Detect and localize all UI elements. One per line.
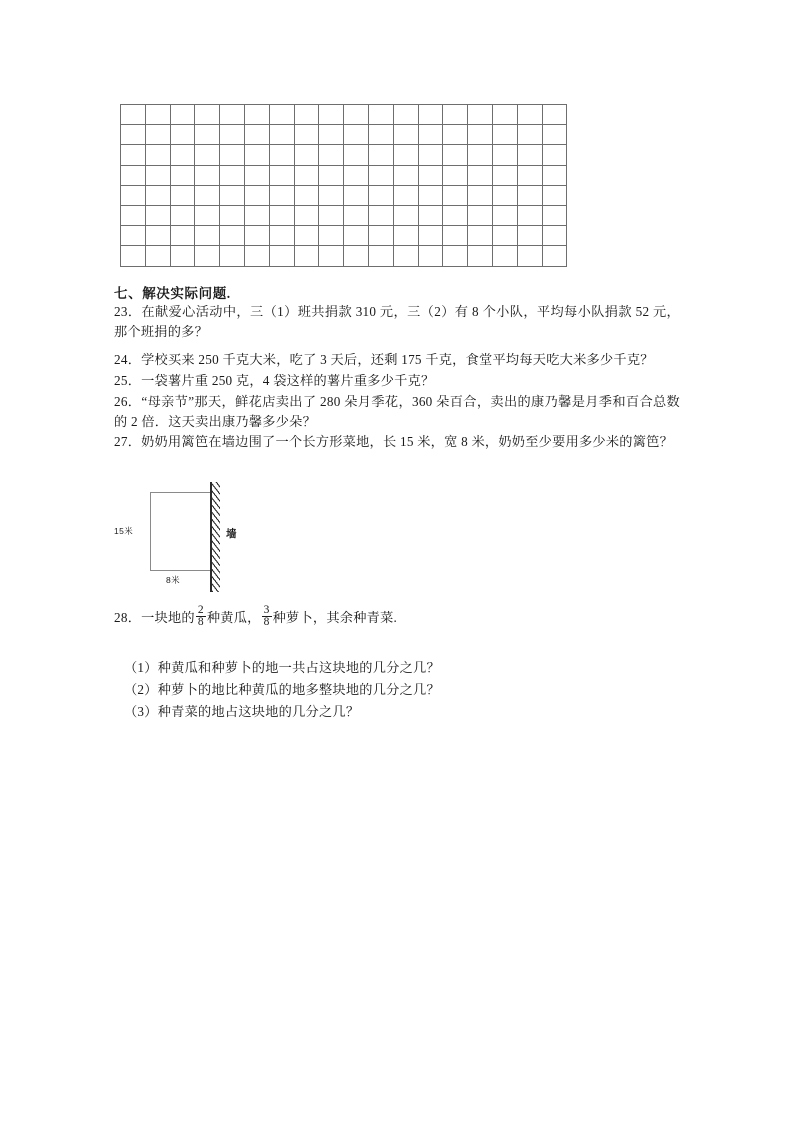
- answer-grid-cell[interactable]: [195, 105, 220, 125]
- answer-grid-cell[interactable]: [170, 185, 195, 205]
- answer-grid-cell[interactable]: [319, 185, 344, 205]
- answer-grid-cell[interactable]: [517, 145, 542, 165]
- answer-grid-cell[interactable]: [368, 145, 393, 165]
- answer-grid-cell[interactable]: [170, 165, 195, 185]
- answer-grid-cell[interactable]: [344, 205, 369, 225]
- answer-grid-cell[interactable]: [269, 105, 294, 125]
- question-25: 25．一袋薯片重 250 克，4 袋这样的薯片重多少千克？: [114, 373, 435, 388]
- answer-grid-cell[interactable]: [244, 125, 269, 145]
- answer-grid-row: [121, 246, 567, 266]
- fraction-denominator: 8: [263, 616, 270, 629]
- answer-grid-cell[interactable]: [393, 165, 418, 185]
- answer-grid-cell[interactable]: [418, 205, 443, 225]
- answer-grid-cell[interactable]: [244, 165, 269, 185]
- answer-grid-cell[interactable]: [468, 185, 493, 205]
- answer-grid-table: [120, 104, 567, 267]
- answer-grid-cell[interactable]: [145, 105, 170, 125]
- fraction-three-eighths: [262, 605, 272, 629]
- answer-grid-row: [121, 205, 567, 225]
- answer-grid-cell[interactable]: [294, 246, 319, 266]
- answer-grid-cell[interactable]: [344, 165, 369, 185]
- question-28-sub-2: （2）种萝卜的地比种黄瓜的地多整块地的几分之几？: [124, 682, 440, 697]
- answer-grid-cell[interactable]: [418, 246, 443, 266]
- answer-grid-cell[interactable]: [195, 125, 220, 145]
- answer-grid-cell[interactable]: [542, 105, 567, 125]
- answer-grid-cell[interactable]: [443, 105, 468, 125]
- answer-grid-cell[interactable]: [368, 226, 393, 246]
- answer-grid-cell[interactable]: [319, 145, 344, 165]
- answer-grid-cell[interactable]: [468, 105, 493, 125]
- answer-grid-cell[interactable]: [517, 226, 542, 246]
- answer-grid-cell[interactable]: [269, 165, 294, 185]
- answer-grid-cell[interactable]: [195, 226, 220, 246]
- answer-grid-cell[interactable]: [269, 185, 294, 205]
- answer-grid-cell[interactable]: [220, 105, 245, 125]
- answer-grid-cell[interactable]: [443, 145, 468, 165]
- answer-grid-cell[interactable]: [517, 185, 542, 205]
- answer-grid-cell[interactable]: [319, 205, 344, 225]
- answer-grid-cell[interactable]: [269, 205, 294, 225]
- answer-grid-cell[interactable]: [344, 125, 369, 145]
- answer-grid-cell[interactable]: [344, 246, 369, 266]
- fraction-two-eighths: [196, 605, 206, 629]
- answer-grid-cell[interactable]: [393, 246, 418, 266]
- question-28-lead: 28．一块地的: [114, 609, 195, 625]
- answer-grid-cell[interactable]: [443, 185, 468, 205]
- answer-grid-cell[interactable]: [418, 185, 443, 205]
- answer-grid-cell[interactable]: [492, 205, 517, 225]
- answer-grid-cell[interactable]: [220, 165, 245, 185]
- answer-grid-cell[interactable]: [368, 185, 393, 205]
- answer-grid-cell[interactable]: [517, 105, 542, 125]
- question-28-sub-1: （1）种黄瓜和种萝卜的地一共占这块地的几分之几？: [124, 660, 440, 675]
- answer-grid-cell[interactable]: [344, 185, 369, 205]
- answer-grid-cell[interactable]: [145, 125, 170, 145]
- answer-grid-cell[interactable]: [344, 145, 369, 165]
- answer-grid-cell[interactable]: [319, 165, 344, 185]
- answer-grid-cell[interactable]: [294, 105, 319, 125]
- answer-grid-cell[interactable]: [418, 105, 443, 125]
- answer-grid-cell[interactable]: [170, 125, 195, 145]
- answer-grid-cell[interactable]: [542, 125, 567, 145]
- answer-grid-cell[interactable]: [517, 165, 542, 185]
- answer-grid-row: [121, 105, 567, 125]
- answer-grid-cell[interactable]: [418, 165, 443, 185]
- question-27: 27．奶奶用篱笆在墙边围了一个长方形菜地，长 15 米，宽 8 米，奶奶至少要用多少米的篱笆？: [114, 434, 674, 449]
- answer-grid-cell[interactable]: [492, 105, 517, 125]
- answer-grid-cell[interactable]: [195, 145, 220, 165]
- answer-grid-row: [121, 165, 567, 185]
- question-28-mid: 种黄瓜，: [206, 609, 261, 625]
- answer-grid-cell[interactable]: [294, 185, 319, 205]
- question-24: 24．学校买来 250 千克大米，吃了 3 天后，还剩 175 千克，食堂平均每天吃大米多少千克？: [114, 352, 654, 367]
- answer-grid-cell[interactable]: [294, 165, 319, 185]
- answer-grid-cell[interactable]: [418, 226, 443, 246]
- answer-grid-cell[interactable]: [443, 165, 468, 185]
- answer-grid-cell[interactable]: [492, 185, 517, 205]
- answer-grid-cell[interactable]: [542, 205, 567, 225]
- question-26: 26．“母亲节”那天，鲜花店卖出了 280 朵月季花，360 朵百合，卖出的康乃馨是月季和百合总数的 2 倍．这天卖出康乃馨多少朵？: [114, 394, 680, 429]
- answer-grid-cell[interactable]: [393, 185, 418, 205]
- answer-grid-cell[interactable]: [443, 226, 468, 246]
- answer-grid-cell[interactable]: [244, 105, 269, 125]
- answer-grid-cell[interactable]: [195, 165, 220, 185]
- answer-grid-cell[interactable]: [492, 125, 517, 145]
- answer-grid-cell[interactable]: [121, 205, 146, 225]
- answer-grid-cell[interactable]: [393, 105, 418, 125]
- answer-grid-cell[interactable]: [418, 145, 443, 165]
- answer-grid-cell[interactable]: [294, 125, 319, 145]
- question-28-sub-3: （3）种青菜的地占这块地的几分之几？: [124, 704, 360, 719]
- answer-grid-cell[interactable]: [294, 226, 319, 246]
- answer-grid-cell[interactable]: [145, 205, 170, 225]
- answer-grid-cell[interactable]: [195, 246, 220, 266]
- answer-grid-cell[interactable]: [542, 145, 567, 165]
- answer-grid-cell[interactable]: [220, 145, 245, 165]
- answer-grid-cell[interactable]: [294, 145, 319, 165]
- answer-grid-cell[interactable]: [244, 185, 269, 205]
- question-28-tail: 种萝卜，其余种青菜.: [272, 609, 398, 625]
- answer-grid-cell[interactable]: [542, 185, 567, 205]
- answer-grid-row: [121, 185, 567, 205]
- answer-grid-cell[interactable]: [492, 226, 517, 246]
- answer-grid-cell[interactable]: [121, 165, 146, 185]
- answer-grid-row: [121, 125, 567, 145]
- answer-grid-cell[interactable]: [220, 205, 245, 225]
- answer-grid-cell[interactable]: [269, 125, 294, 145]
- answer-grid-cell[interactable]: [492, 145, 517, 165]
- answer-grid-cell[interactable]: [418, 125, 443, 145]
- answer-grid-cell[interactable]: [468, 165, 493, 185]
- fraction-numerator: 3: [263, 603, 270, 616]
- answer-grid-cell[interactable]: [368, 165, 393, 185]
- answer-grid-cell[interactable]: [443, 125, 468, 145]
- answer-grid-cell[interactable]: [492, 165, 517, 185]
- answer-grid-cell[interactable]: [269, 246, 294, 266]
- answer-grid-cell[interactable]: [121, 185, 146, 205]
- plot-rectangle: [150, 492, 212, 571]
- answer-grid-cell[interactable]: [468, 205, 493, 225]
- answer-grid-cell[interactable]: [121, 246, 146, 266]
- answer-grid-cell[interactable]: [319, 226, 344, 246]
- answer-grid-cell[interactable]: [121, 125, 146, 145]
- answer-grid-cell[interactable]: [542, 165, 567, 185]
- answer-grid-cell[interactable]: [319, 125, 344, 145]
- question-23: 23．在献爱心活动中，三（1）班共捐款 310 元，三（2）有 8 个小队，平均每小队捐款 52 元，那个班捐的多？: [114, 304, 680, 339]
- answer-grid-cell[interactable]: [393, 125, 418, 145]
- answer-grid-cell[interactable]: [121, 145, 146, 165]
- answer-grid-cell[interactable]: [393, 145, 418, 165]
- answer-grid-cell[interactable]: [393, 226, 418, 246]
- answer-grid-cell[interactable]: [121, 226, 146, 246]
- answer-grid-cell[interactable]: [542, 226, 567, 246]
- section-heading: 七、解决实际问题.: [114, 286, 231, 301]
- answer-grid-row: [121, 145, 567, 165]
- answer-grid-cell[interactable]: [244, 145, 269, 165]
- answer-grid-cell[interactable]: [145, 246, 170, 266]
- answer-grid-cell[interactable]: [220, 125, 245, 145]
- wall-label: 墙: [226, 528, 237, 540]
- answer-grid-cell[interactable]: [319, 105, 344, 125]
- answer-grid: [120, 104, 567, 267]
- answer-grid-cell[interactable]: [368, 105, 393, 125]
- dimension-label-bottom: 8米: [166, 575, 181, 585]
- answer-grid-cell[interactable]: [468, 145, 493, 165]
- answer-grid-cell[interactable]: [542, 246, 567, 266]
- answer-grid-cell[interactable]: [145, 145, 170, 165]
- answer-grid-cell[interactable]: [220, 185, 245, 205]
- answer-grid-row: [121, 226, 567, 246]
- answer-grid-cell[interactable]: [468, 246, 493, 266]
- answer-grid-cell[interactable]: [368, 125, 393, 145]
- answer-grid-cell[interactable]: [443, 246, 468, 266]
- answer-grid-cell[interactable]: [121, 105, 146, 125]
- question-28: [114, 603, 680, 630]
- answer-grid-cell[interactable]: [393, 205, 418, 225]
- wall-hatching-icon: [210, 482, 220, 592]
- answer-grid-cell[interactable]: [195, 205, 220, 225]
- answer-grid-cell[interactable]: [368, 205, 393, 225]
- answer-grid-cell[interactable]: [170, 105, 195, 125]
- fraction-numerator: 2: [197, 603, 204, 616]
- answer-grid-cell[interactable]: [344, 226, 369, 246]
- dimension-label-left: 15米: [114, 526, 134, 536]
- answer-grid-cell[interactable]: [468, 226, 493, 246]
- answer-grid-cell[interactable]: [170, 145, 195, 165]
- answer-grid-cell[interactable]: [269, 226, 294, 246]
- answer-grid-cell[interactable]: [220, 226, 245, 246]
- answer-grid-cell[interactable]: [319, 246, 344, 266]
- answer-grid-cell[interactable]: [517, 246, 542, 266]
- answer-grid-cell[interactable]: [468, 125, 493, 145]
- answer-grid-cell[interactable]: [244, 226, 269, 246]
- answer-grid-cell[interactable]: [170, 246, 195, 266]
- answer-grid-cell[interactable]: [244, 246, 269, 266]
- answer-grid-cell[interactable]: [145, 185, 170, 205]
- answer-grid-cell[interactable]: [145, 226, 170, 246]
- wall-hatch-pattern: [212, 482, 221, 592]
- answer-grid-cell[interactable]: [517, 125, 542, 145]
- answer-grid-cell[interactable]: [344, 105, 369, 125]
- fence-diagram: [114, 482, 314, 597]
- fraction-denominator: 8: [197, 616, 204, 629]
- answer-grid-cell[interactable]: [170, 205, 195, 225]
- answer-grid-cell[interactable]: [492, 246, 517, 266]
- answer-grid-cell[interactable]: [368, 246, 393, 266]
- answer-grid-cell[interactable]: [195, 185, 220, 205]
- answer-grid-cell[interactable]: [443, 205, 468, 225]
- answer-grid-cell[interactable]: [244, 205, 269, 225]
- answer-grid-cell[interactable]: [220, 246, 245, 266]
- answer-grid-cell[interactable]: [294, 205, 319, 225]
- answer-grid-cell[interactable]: [269, 145, 294, 165]
- answer-grid-cell[interactable]: [170, 226, 195, 246]
- answer-grid-cell[interactable]: [517, 205, 542, 225]
- answer-grid-cell[interactable]: [145, 165, 170, 185]
